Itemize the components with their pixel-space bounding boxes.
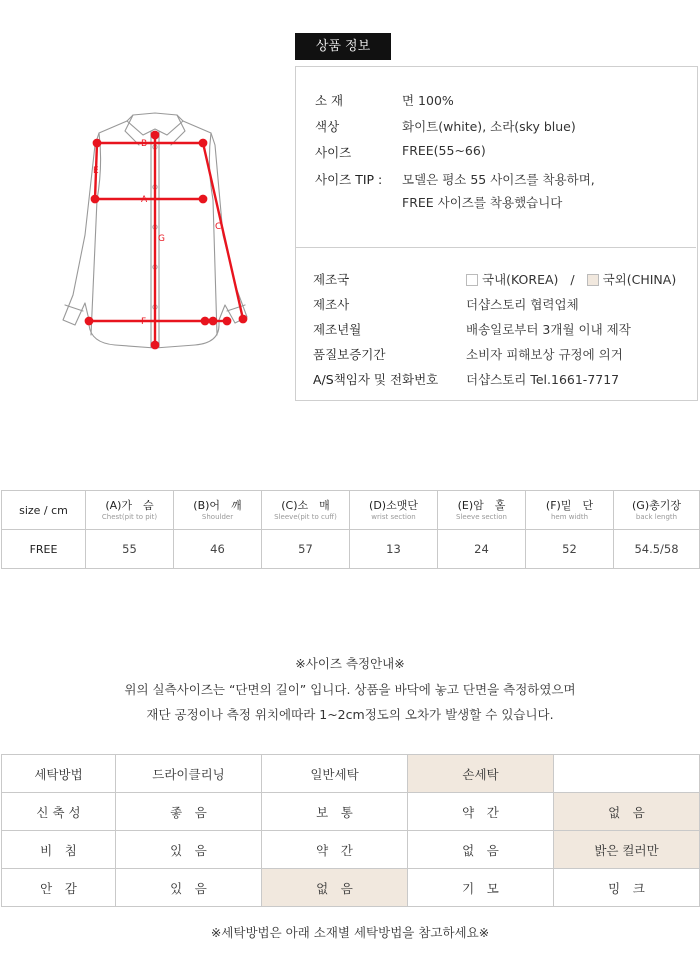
care-cell-selected: 없 음 [554,793,700,831]
size-tip-value-2: FREE 사이즈를 착용했습니다 [402,195,563,210]
warranty-label: 품질보증기간 [313,347,386,362]
origin-separator: / [570,272,575,287]
care-cell-selected: 없 음 [262,869,408,907]
line-c-sleeve [203,143,243,319]
manufacturer-label: 제조사 [313,297,350,312]
care-head-stretch: 신 축 성 [2,793,116,831]
care-cell-selected: 손세탁 [408,755,554,793]
size-note-line1: 위의 실측사이즈는 “단면의 길이” 입니다. 상품을 바닥에 놓고 단면을 측정하였으며 [124,682,576,697]
label-f: F [141,317,147,327]
size-value-shoulder: 46 [174,530,262,569]
product-info-divider [296,247,696,248]
size-value-wrist: 13 [350,530,438,569]
care-row-washing [2,755,700,793]
manufacture-date-label: 제조년월 [313,322,362,337]
label-a: A [141,195,148,205]
care-head-sheerness: 비 침 [2,831,116,869]
warranty-value: 소비자 피해보상 규정에 의거 [466,347,623,362]
material-value: 면 100% [402,93,454,108]
care-head-washing: 세탁방법 [2,755,116,793]
size-col-hem: (F)밑 단 hem width [526,491,614,530]
label-b: B [141,139,148,149]
care-cell: 약 간 [262,831,408,869]
size-value-length: 54.5/58 [614,530,700,569]
china-checkbox [587,274,599,286]
label-e: E [93,166,99,176]
size-col-sleeve: (C)소 매 Sleeve(pit to cuff) [262,491,350,530]
korea-checkbox [466,274,478,286]
size-table-row [2,530,700,569]
care-cell: 약 간 [408,793,554,831]
size-col-chest: (A)가 슴 Chest(pit to pit) [86,491,174,530]
care-cell: 있 음 [116,869,262,907]
origin-china: 국외(CHINA) [602,272,677,287]
origin-label: 제조국 [313,272,350,287]
size-value-chest: 55 [86,530,174,569]
size-value-sleeve: 57 [262,530,350,569]
care-cell: 좋 음 [116,793,262,831]
manufacture-date-value: 배송일로부터 3개월 이내 제작 [466,322,631,337]
size-table [1,490,700,569]
care-cell: 밍 크 [554,869,700,907]
size-tip-value: 모델은 평소 55 사이즈를 착용하며, [402,172,595,187]
care-cell: 일반세탁 [262,755,408,793]
size-col-wrist: (D)소맷단 wrist section [350,491,438,530]
as-contact-label: A/S책임자 및 전화번호 [313,372,439,387]
care-cell-selected: 밝은 컬러만 [554,831,700,869]
origin-korea: 국내(KOREA) [482,272,559,287]
size-row-label: FREE [2,530,86,569]
size-value: FREE(55~66) [402,143,486,158]
care-table [1,754,700,907]
care-row-stretch [2,793,700,831]
manufacturer-value: 더샵스토리 협력업체 [466,297,579,312]
care-cell: 기 모 [408,869,554,907]
care-cell: 있 음 [116,831,262,869]
product-info-tag: 상품 정보 [295,33,391,60]
color-label: 색상 [315,119,340,134]
color-value: 화이트(white), 소라(sky blue) [402,119,576,134]
size-table-corner: size / cm [2,491,86,530]
care-cell: 보 통 [262,793,408,831]
care-note: ※세탁방법은 아래 소재별 세탁방법을 참고하세요※ [210,925,490,940]
care-cell: 없 음 [408,831,554,869]
size-value-armhole: 24 [438,530,526,569]
size-tip-label: 사이즈 TIP : [315,172,383,187]
shirt-measurement-diagram [55,105,255,360]
material-label: 소 재 [315,93,344,108]
care-row-lining [2,869,700,907]
care-cell: 드라이클리닝 [116,755,262,793]
size-col-length: (G)총기장 back length [614,491,700,530]
size-table-header [2,491,700,530]
size-value-hem: 52 [526,530,614,569]
care-head-lining: 안 감 [2,869,116,907]
label-g: G [158,234,165,244]
size-label: 사이즈 [315,145,352,160]
label-c: C [215,222,222,232]
care-cell [554,755,700,793]
care-row-sheerness [2,831,700,869]
size-col-shoulder: (B)어 깨 Shoulder [174,491,262,530]
size-note-line2: 재단 공정이나 측정 위치에따라 1~2cm정도의 오차가 발생할 수 있습니다. [146,707,554,722]
label-d: D [223,317,230,327]
origin-options [466,270,676,288]
as-contact-value: 더샵스토리 Tel.1661-7717 [466,372,620,387]
size-note-title: ※사이즈 측정안내※ [295,656,405,671]
size-col-armhole: (E)암 홀 Sleeve section [438,491,526,530]
